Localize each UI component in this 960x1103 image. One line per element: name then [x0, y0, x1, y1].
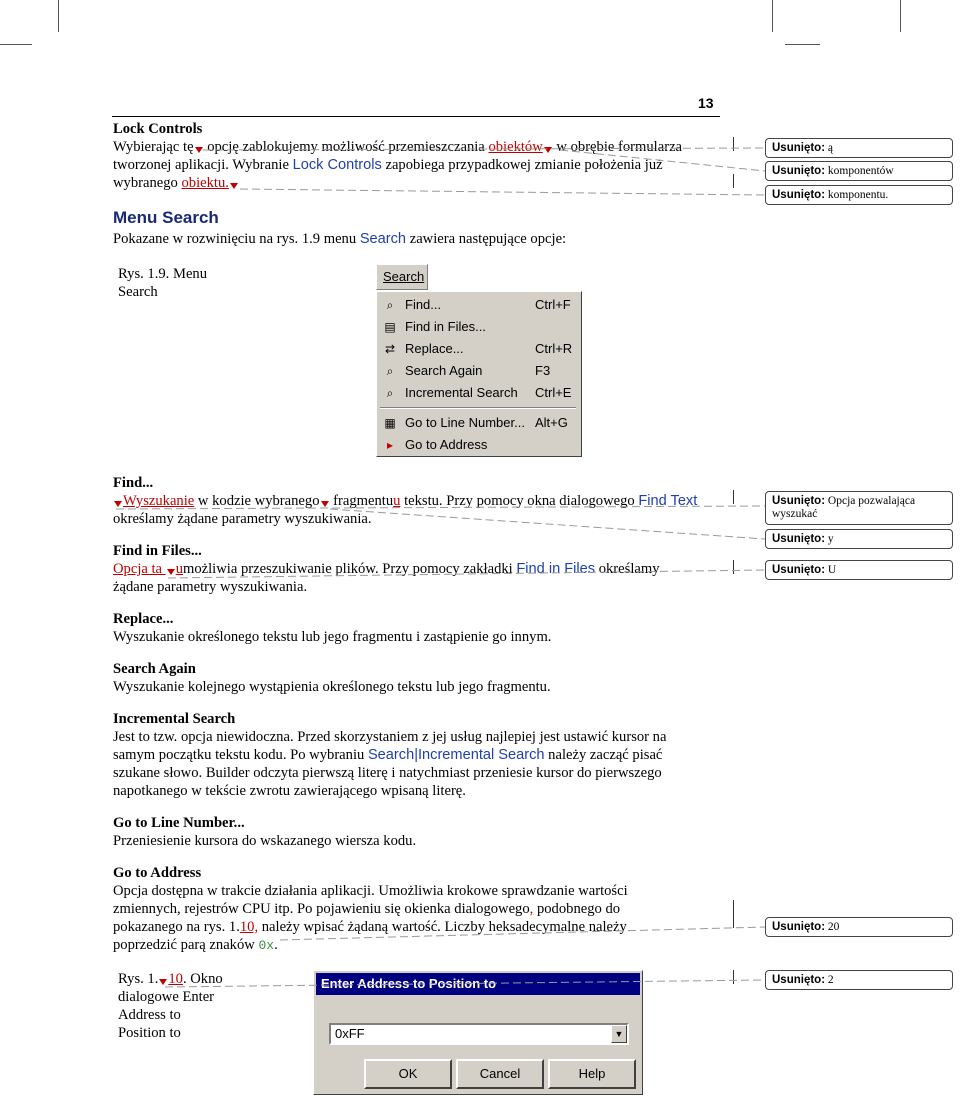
- search-again-heading: Search Again: [113, 661, 196, 677]
- comment-text: komponentów: [827, 165, 894, 177]
- text-run: zawiera następujące opcje:: [406, 231, 567, 247]
- text-run: podobnego do: [533, 901, 621, 917]
- text-run: Rys. 1.: [118, 971, 159, 987]
- chevron-down-icon[interactable]: ▼: [611, 1025, 627, 1043]
- replace-text: Wyszukanie określonego tekstu lub jego fragmentu i zastąpienie go innym.: [113, 629, 552, 645]
- page-number: 13: [698, 95, 714, 111]
- dialog-title: Enter Address to Position to: [316, 973, 640, 995]
- text-run: możliwia przeszukiwanie plików. Przy pomocy zakładki: [182, 561, 517, 577]
- find-line2: określamy żądane parametry wyszukiwania.: [113, 511, 372, 527]
- text-run: . Okno: [182, 971, 223, 987]
- caption-line: Position to: [118, 1025, 181, 1041]
- search-again-text: Wyszukanie kolejnego wystąpienia określonego tekstu lub jego fragmentu.: [113, 679, 551, 695]
- incremental-line4: napotkanego w tekście zwrotu zawierającego wpisaną literę.: [113, 783, 466, 799]
- comment-label: Usunięto:: [772, 921, 826, 933]
- find-heading: Find...: [113, 475, 154, 491]
- text-run: poprzedzić parą znaków: [113, 937, 259, 953]
- text-run: pokazanego na rys. 1.: [113, 919, 240, 935]
- caption-line: dialogowe Enter: [118, 989, 215, 1005]
- connector-line: [240, 189, 765, 195]
- comment-text: U: [827, 564, 837, 576]
- menu-item-shortcut: Ctrl+R: [535, 341, 573, 356]
- text-run: w kodzie wybranego: [194, 493, 320, 509]
- connector-line: [203, 148, 765, 150]
- menu-item-shortcut: F3: [535, 363, 551, 378]
- menu-item-label: Search Again: [405, 363, 483, 378]
- comment-text: Opcja pozwalająca wyszukać: [772, 495, 916, 520]
- code-term: Search: [359, 231, 407, 247]
- comment-label: Usunięto:: [772, 189, 826, 201]
- goto-line-heading: Go to Line Number...: [113, 815, 245, 831]
- text-run: Pokazane w rozwinięciu na rys. 1.9 menu: [113, 231, 360, 247]
- comment-text: 2: [827, 974, 834, 986]
- folder-search-icon: ▤: [384, 320, 396, 334]
- caption-line: Search: [118, 284, 158, 300]
- text-run: w obrębie formularza: [552, 139, 683, 155]
- connector-line: [116, 506, 765, 509]
- inserted-text: 10,: [239, 919, 259, 935]
- comment-label: Usunięto:: [772, 495, 826, 507]
- search-again-icon: ⌕: [386, 364, 394, 378]
- text-run: .: [274, 937, 278, 953]
- inserted-text: 10: [168, 971, 183, 987]
- goto-line-icon: ▦: [384, 416, 396, 430]
- comment-text: y: [827, 533, 834, 545]
- menu-item-label: Go to Address: [405, 437, 488, 452]
- comment-text: ą: [827, 142, 834, 154]
- comment-label: Usunięto:: [772, 165, 826, 177]
- comment-label: Usunięto:: [772, 533, 826, 545]
- find-in-files-heading: Find in Files...: [113, 543, 202, 559]
- inserted-text: obiektu.: [181, 175, 229, 191]
- incremental-heading: Incremental Search: [113, 711, 236, 727]
- text-run: fragmentu: [329, 493, 394, 509]
- comment-label: Usunięto:: [772, 564, 826, 576]
- menu-title-label: Search: [383, 269, 425, 284]
- replace-heading: Replace...: [113, 611, 174, 627]
- incremental-search-icon: ⌕: [386, 386, 394, 400]
- address-value: 0xFF: [335, 1026, 365, 1041]
- goto-line-text: Przeniesienie kursora do wskazanego wiersza kodu.: [113, 833, 417, 849]
- help-button[interactable]: Help: [548, 1059, 636, 1089]
- connector-line: [560, 150, 765, 171]
- inserted-text: u: [393, 493, 401, 509]
- incremental-line3: szukane słowo. Builder odczyta pierwszą literę i natychmiast przeniesie kursor do pierwszego: [113, 765, 662, 781]
- text-run: określamy: [595, 561, 660, 577]
- menu-item-label: Go to Line Number...: [405, 415, 525, 430]
- comment-label: Usunięto:: [772, 974, 826, 986]
- text-run: zapobiega przypadkowej zmianie położenia już: [381, 157, 663, 173]
- binoculars-icon: ⌕: [386, 298, 394, 312]
- menu-item-shortcut: Ctrl+F: [535, 297, 571, 312]
- text-run: samym początku tekstu kodu. Po wybraniu: [113, 747, 368, 763]
- comment-text: 20: [827, 921, 840, 933]
- menu-item-shortcut: Alt+G: [535, 415, 568, 430]
- text-run: tekstu. Przy pomocy okna dialogowego: [400, 493, 639, 509]
- inserted-text: ,: [529, 901, 534, 917]
- menu-item-label: Find in Files...: [405, 319, 486, 334]
- comment-label: Usunięto:: [772, 142, 826, 154]
- cancel-button[interactable]: Cancel: [456, 1059, 544, 1089]
- text-run: tworzonej aplikacji. Wybranie: [113, 157, 293, 173]
- text-run: opcję zablokujemy możliwość przemieszczania: [203, 139, 489, 155]
- lock-controls-heading: Lock Controls: [113, 121, 203, 137]
- ok-button[interactable]: OK: [364, 1059, 452, 1089]
- code-term: Find Text: [638, 493, 698, 509]
- connector-line: [165, 980, 765, 987]
- menu-search-heading: Menu Search: [113, 208, 219, 227]
- code-term: Lock Controls: [292, 157, 382, 173]
- menu-item-shortcut: Ctrl+E: [535, 385, 572, 400]
- menu-item-label: Find...: [405, 297, 442, 312]
- inserted-text: Opcja ta: [113, 561, 166, 577]
- menu-item-label: Replace...: [405, 341, 464, 356]
- connector-line: [168, 570, 765, 578]
- text-run: należy wpisać żądaną wartość. Liczby heksadecymalne należy: [258, 919, 627, 935]
- text-run: Wybierając tę: [113, 139, 194, 155]
- goto-address-heading: Go to Address: [113, 865, 202, 881]
- caption-line: Address to: [118, 1007, 181, 1023]
- connector-line: [330, 509, 765, 539]
- goto-address-icon: ▸: [386, 438, 394, 452]
- text-run: zmiennych, rejestrów CPU itp. Po pojawieniu się okienka dialogowego: [113, 901, 530, 917]
- text-run: wybranego: [113, 175, 182, 191]
- inserted-text: obiektów: [488, 139, 543, 155]
- code-term: Find in Files: [516, 561, 596, 577]
- inserted-text: Wyszukanie: [123, 493, 195, 509]
- menu-item-label: Incremental Search: [405, 385, 518, 400]
- connector-line: [280, 927, 765, 940]
- text-run: należy zacząć pisać: [544, 747, 663, 763]
- code-term: 0x: [258, 938, 275, 953]
- incremental-line1: Jest to tzw. opcja niewidoczna. Przed skorzystaniem z jej usług najlepiej jest ustawić kursor na: [113, 729, 667, 745]
- code-term: Search|Incremental Search: [367, 747, 545, 763]
- inserted-text: u: [175, 561, 183, 577]
- find-in-files-line2: żądane parametry wyszukiwania.: [113, 579, 308, 595]
- comment-text: komponentu.: [827, 189, 889, 201]
- goto-address-line1: Opcja dostępna w trakcie działania aplikacji. Umożliwia krokowe sprawdzanie wartości: [113, 883, 628, 899]
- replace-icon: ⇄: [384, 342, 396, 356]
- caption-line: Rys. 1.9. Menu: [118, 266, 208, 282]
